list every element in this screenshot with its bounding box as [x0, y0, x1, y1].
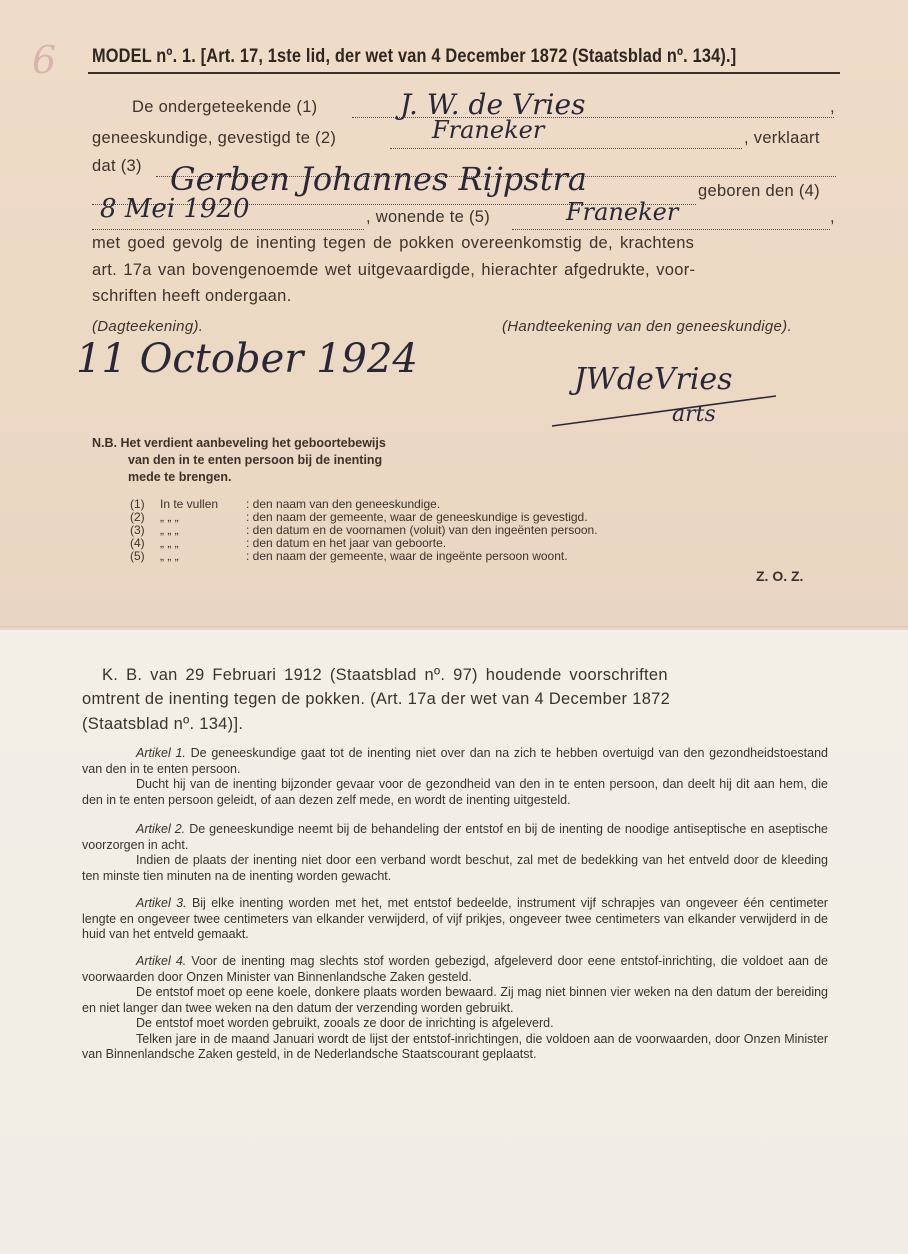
handwritten-residence: Franeker	[566, 198, 679, 226]
signature-title: arts	[672, 402, 716, 427]
model-header: MODEL nº. 1. [Art. 17, 1ste lid, der wet van 4 December 1872 (Staatsblad nº. 134).]	[92, 46, 737, 67]
article-label: Artikel 3.	[136, 896, 187, 910]
form-line2-prefix: geneeskundige, gevestigd te (2)	[92, 129, 337, 147]
article-4	[82, 954, 828, 1063]
kb-line1: K. B. van 29 Februari 1912 (Staatsblad nº. 97) houdende voorschriften	[102, 666, 668, 684]
form-paragraph-line1: met goed gevolg de inenting tegen de pokken overeenkomstig de, krachtens	[92, 234, 695, 252]
zoz-label: Z. O. Z.	[756, 568, 804, 584]
field-line-place	[390, 148, 742, 149]
handteekening-label: (Handteekening van den geneeskundige).	[502, 318, 792, 335]
footnote-lead: „ „ „	[160, 536, 179, 550]
footnote-num: (3)	[130, 523, 145, 537]
header-rule	[88, 72, 840, 74]
article-paragraph	[82, 896, 828, 943]
form-line1-suffix: ,	[830, 98, 835, 116]
form-line4-suffix: geboren den (4)	[698, 182, 820, 200]
handwritten-date: 11 October 1924	[76, 336, 418, 382]
footnote-lead: „ „ „	[160, 549, 179, 563]
paper-fold	[0, 626, 908, 632]
field-line-residence	[512, 229, 830, 230]
article-text: De geneeskundige gaat tot de inenting niet over dan na zich te hebben overtuigd van den gezondheidstoestand van den in te enten persoon.	[82, 746, 828, 776]
article-paragraph	[82, 746, 828, 777]
footnote-num: (5)	[130, 549, 145, 563]
handwritten-birth-date: 8 Mei 1920	[100, 194, 250, 224]
article-paragraph: De entstof moet worden gebruikt, zooals ze door de inrichting is afgeleverd.	[136, 1016, 554, 1030]
form-line2-suffix: , verklaart	[744, 129, 820, 147]
footnote-text: : den naam van den geneeskundige.	[246, 497, 441, 511]
footnote-text: : den datum en de voornamen (voluit) van den ingeënten persoon.	[246, 523, 598, 537]
article-2	[82, 822, 828, 884]
nb-line2: van den in te enten persoon bij de inenting	[128, 453, 383, 467]
article-label: Artikel 4.	[136, 954, 187, 968]
footnote-lead: In te vullen	[160, 497, 219, 511]
article-text: Voor de inenting mag slechts stof worden gebezigd, afgeleverd door eene entstof-inrichting, die voldoet aan de voorwaarden door Onzen Minister van Binnenlandsche Zaken gesteld.	[82, 954, 828, 984]
handwritten-person-name: Gerben Johannes Rijpstra	[170, 160, 587, 198]
field-line-birth	[92, 229, 364, 230]
article-text: Bij elke inenting worden met het, met entstof bedeelde, instrument vijf schrapjes van ongeveer één centimeter lengte en ongeveer twee centimeters van elkander verwijderd, of vijf prikjes, ongeveer twee centimeters van elkander verwijderd in de huid van het entveld gemaakt.	[82, 896, 828, 941]
footnote-text: : den naam der gemeente, waar de geneeskundige is gevestigd.	[246, 510, 588, 524]
form-paragraph-line2: art. 17a van bovengenoemde wet uitgevaardigde, hierachter afgedrukte, voor-	[92, 261, 696, 279]
nb-line3: mede te brengen.	[128, 470, 232, 484]
article-paragraph: Indien de plaats der inenting niet door een verband wordt beschut, zal met de bedekking van het entveld door de kleeding ten minste tien minuten na de inenting worden gewacht.	[82, 853, 828, 883]
article-1	[82, 746, 828, 808]
footnote-5	[130, 550, 568, 564]
footnote-lead: „ „ „	[160, 510, 179, 524]
article-paragraph	[82, 822, 828, 853]
corner-mark: 6	[32, 38, 57, 82]
footnote-text: : den datum en het jaar van geboorte.	[246, 536, 447, 550]
form-paragraph-line3: schriften heeft ondergaan.	[92, 287, 292, 305]
article-paragraph	[82, 954, 828, 985]
article-3	[82, 896, 828, 943]
dagteekening-label: (Dagteekening).	[92, 318, 204, 335]
form-line5-mid: , wonende te (5)	[366, 208, 491, 226]
nb-line1: N.B. Het verdient aanbeveling het geboortebewijs	[92, 436, 386, 450]
article-paragraph: Telken jare in de maand Januari wordt de lijst der entstof-inrichtingen, die voldoen aan de voorwaarden, door Onzen Minister van Binnenlandsche Zaken gesteld, in de Nederlandsche Staatscourant geplaatst.	[82, 1031, 828, 1061]
article-text: De geneeskundige neemt bij de behandeling der entstof en bij de inenting de noodige antiseptische en aseptische voorzorgen in acht.	[82, 822, 828, 852]
doctor-signature: JWdeVries	[574, 362, 733, 397]
article-label: Artikel 1.	[136, 746, 186, 760]
footnote-text: : den naam der gemeente, waar de ingeënte persoon woont.	[246, 549, 568, 563]
signature-underline	[550, 388, 780, 433]
footnote-lead: „ „ „	[160, 523, 179, 537]
article-paragraph: Ducht hij van de inenting bijzonder gevaar voor de gezondheid van den in te enten persoon, dan deelt hij dit aan hem, die den in te enten persoon geleidt, of aan dezen zelf mede, en wordt de inenting uitgesteld.	[82, 777, 828, 807]
handwritten-doctor-name: J. W. de Vries	[400, 88, 586, 121]
handwritten-place: Franeker	[432, 116, 545, 144]
kb-line2: omtrent de inenting tegen de pokken. (Art. 17a der wet van 4 December 1872	[82, 690, 671, 708]
footnote-num: (1)	[130, 497, 145, 511]
kb-line3: (Staatsblad nº. 134)].	[82, 715, 244, 733]
article-label: Artikel 2.	[136, 822, 186, 836]
form-line3-prefix: dat (3)	[92, 157, 142, 175]
article-paragraph: De entstof moet op eene koele, donkere plaats worden bewaard. Zij mag niet binnen vier weken na den datum der bereiding en niet langer dan twee weken na den datum der verzending worden gebruikt.	[82, 985, 828, 1015]
footnote-num: (2)	[130, 510, 145, 524]
footnote-num: (4)	[130, 536, 145, 550]
form-line5-suffix: ,	[830, 208, 835, 226]
form-line1-prefix: De ondergeteekende (1)	[132, 98, 318, 116]
